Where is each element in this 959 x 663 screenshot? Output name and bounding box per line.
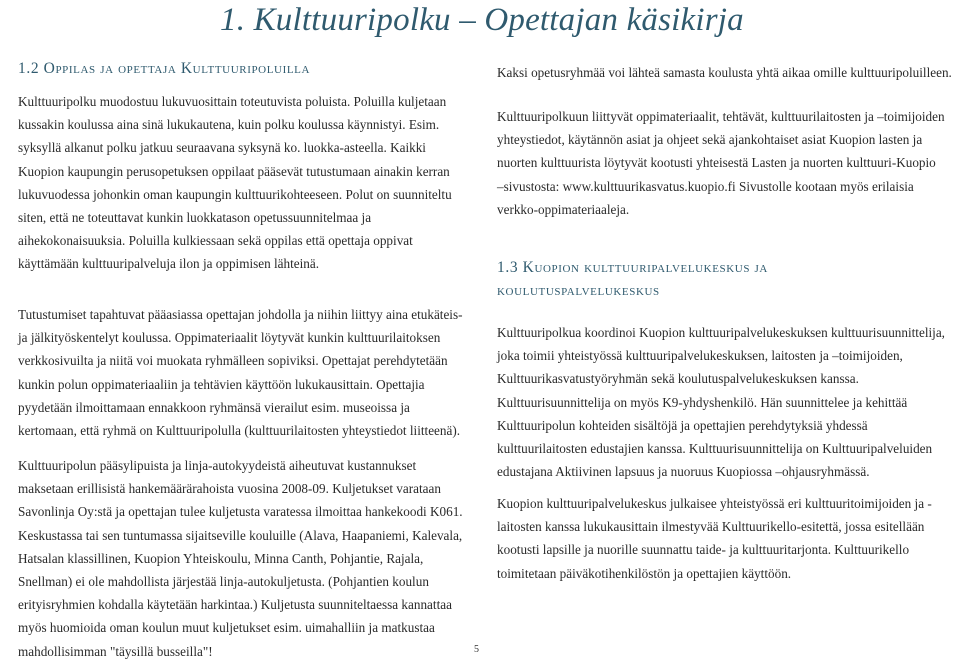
left-paragraph-1: Kulttuuripolku muodostuu lukuvuosittain toteutuvista poluista. Poluilla kuljetaan kussakin koulussa aina sinä lukukautena, kuin polku koulussa käynnistyi. Esim. syksyllä alkanut polku jatkuu seuraavana syksynä ko. luokka-asteella. Kaikki Kuopion kaupungin perusopetuksen oppilaat pääsevät tutustumaan ainakin kerran lukuvuodessa johonkin oman kaupungin kulttuurikohteeseen. Polut on suunniteltu siten, että ne toteuttavat kunkin luokkatason opetussuunnitelmaa ja aihekokonaisuuksia. Poluilla kulkiessaan sekä oppilas että opettaja oppivat käyttämään kulttuuripalveluja ilon ja oppimisen lähteinä. <box>18 94 452 272</box>
section-heading-1-2: 1.2 Oppilas ja opettaja Kulttuuripoluilla <box>18 60 311 77</box>
section-heading-1-3: 1.3 Kuopion kulttuuripalvelukeskus ja koulutuspalvelukeskus <box>497 259 768 299</box>
right-paragraph-1: Kulttuuripolkua koordinoi Kuopion kulttuuripalvelukeskuksen kulttuurisuunnittelija, joka toimii yhteistyössä kulttuuripalvelukeskuksen, laitosten ja –toimijoiden, Kulttuurikasvatustyöryhmän sekä koulutuspalvelukeskuksen kanssa. Kulttuurisuunnittelija on myös K9-yhdyshenkilö. Hän suunnittelee ja kehittää Kulttuuripolun kohteiden sisältöjä ja opettajien perehdytyksiä yhdessä kulttuurilaitosten edustajien kanssa. Kulttuurisuunnittelija on Kulttuuripalveluiden edustajana Aktiivinen lapsuus ja nuoruus Kuopiossa –ohjausryhmässä. <box>497 325 945 480</box>
right-paragraph-2: Kuopion kulttuuripalvelukeskus julkaisee yhteistyössä eri kulttuuritoimijoiden ja -laitosten kanssa lukukausittain ilmestyvää Kulttuurikello-esitettä, jossa esitellään kootusti lapsille ja nuorille suunnattu taide- ja kulttuuritarjonta. Kulttuurikello toimitetaan päiväkotihenkilöstön ja opettajien käyttöön. <box>497 496 932 581</box>
chapter-title: 1. Kulttuuripolku – Opettajan käsikirja <box>220 2 744 38</box>
right-paragraph-resources: Kulttuuripolkuun liittyvät oppimateriaalit, tehtävät, kulttuurilaitosten ja –toimijoiden yhteystiedot, käytännön asiat ja ohjeet sekä ajankohtaiset asiat Kuopion lasten ja nuorten kulttuurista löytyvät kootusti yhteisestä Lasten ja nuorten kulttuuri-Kuopio –sivustosta: www.kulttuurikasvatus.kuopio.fi Sivustolle kootaan myös erilaisia verkko-oppimateriaaleja. <box>497 109 945 217</box>
right-intro-paragraph: Kaksi opetusryhmää voi lähteä samasta koulusta yhtä aikaa omille kulttuuripoluilleen. <box>497 65 952 80</box>
page-number: 5 <box>474 644 479 655</box>
left-paragraph-3: Kulttuuripolun pääsylipuista ja linja-autokyydeistä aiheutuvat kustannukset maksetaan erillisistä hankemäärärahoista vuosina 2008-09. Kuljetukset varataan Savonlinja Oy:stä ja opettajan tulee kuljetusta varatessa ilmoittaa hankekoodi K061. Keskustassa tai sen tuntumassa sijaitseville kouluille (Alava, Haapaniemi, Kalevala, Hatsalan klassillinen, Kuopion Yhteiskoulu, Minna Canth, Pohjantie, Rajala, Snellman) ei ole mahdollista järjestää linja-autokuljetusta. (Pohjantien koulun erityisryhmien kohdalla käytetään harkintaa.) Kuljetusta suunniteltaessa kannattaa myös huomioida oman koulun muut kuljetukset esim. uimahalliin ja matkustaa mahdollisimman "täysillä busseilla"! <box>18 458 463 659</box>
left-paragraph-2: Tutustumiset tapahtuvat pääasiassa opettajan johdolla ja niihin liittyy aina etukäteis- ja jälkityöskentelyt koulussa. Oppimateriaalit löytyvät kunkin kulttuurilaitoksen verkkosivuilta ja niitä voi muokata ryhmälleen sopiviksi. Opettajat perehdytetään kunkin polun oppimateriaaliin ja tehtävien käyttöön lukukausittain. Opettajia pyydetään ilmoittamaan ennakkoon ryhmänsä vierailut esim. museoissa ja kertomaan, että ryhmä on Kulttuuripolulla (kulttuurilaitosten yhteystiedot liitteenä). <box>18 307 463 439</box>
page-header <box>210 0 770 44</box>
